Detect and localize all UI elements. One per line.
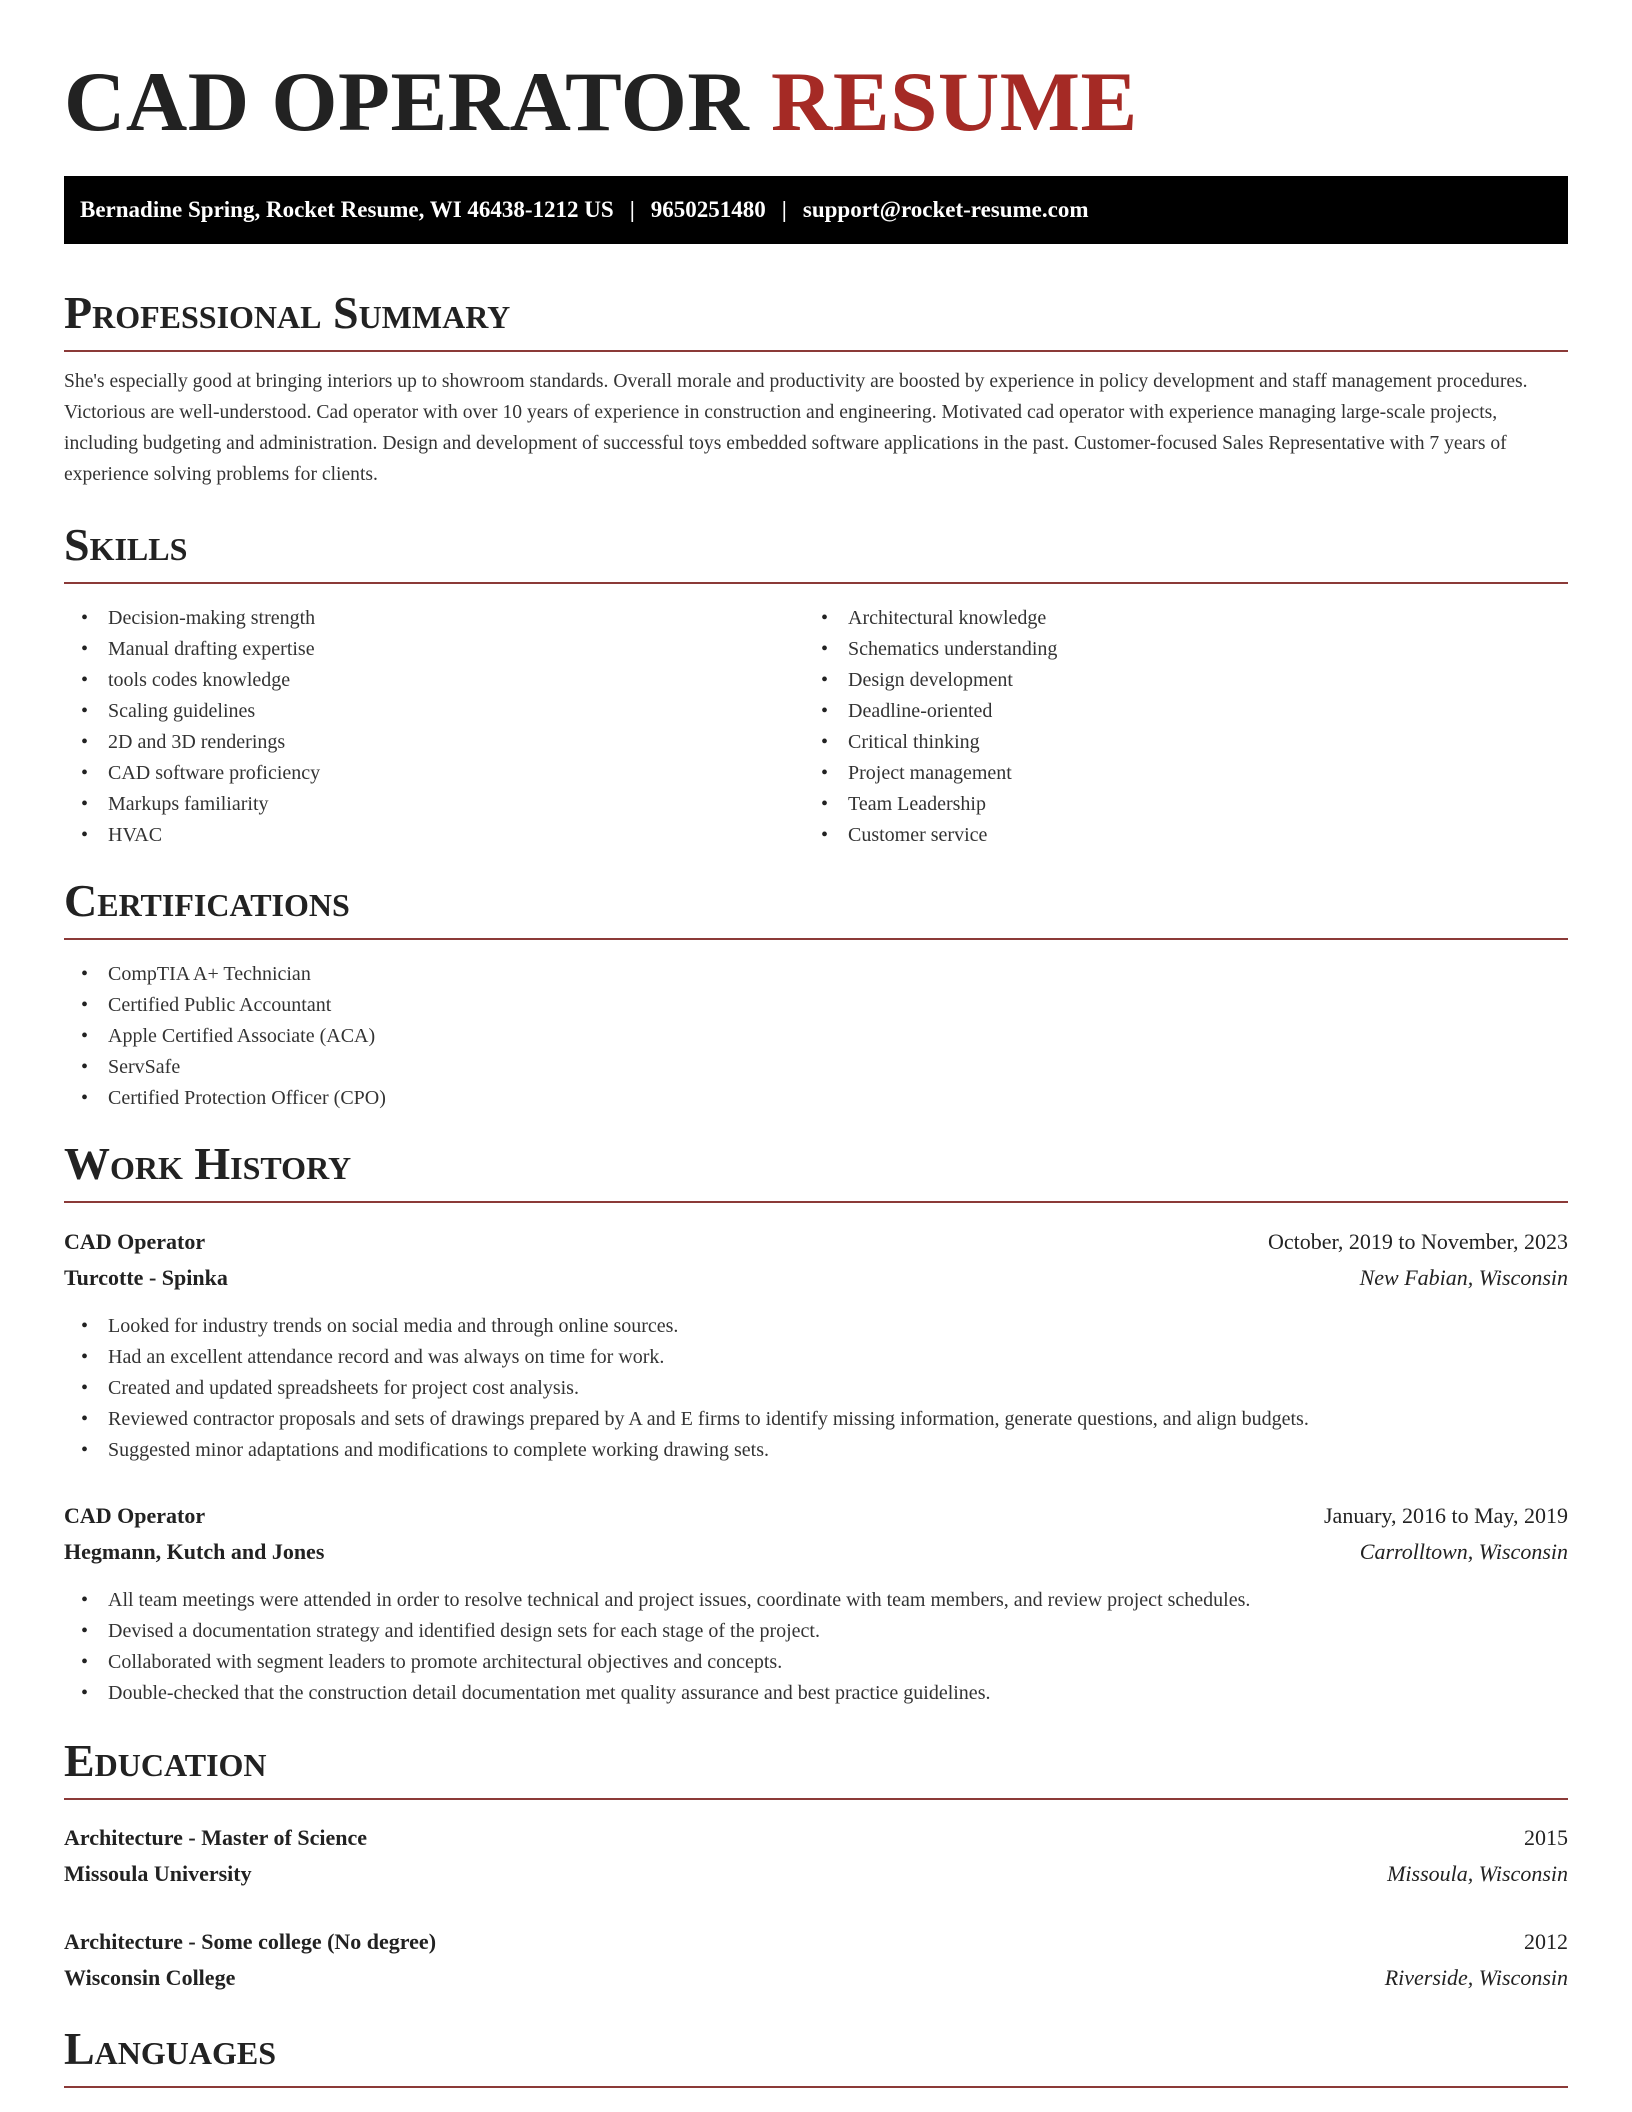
job-header [64, 1498, 1568, 1534]
job-duties-list [64, 1311, 1568, 1466]
education-degree: Architecture - Some college (No degree) [64, 1929, 437, 1954]
certification-item: • Certified Public Accountant [64, 990, 1064, 1021]
education-subheader [64, 1856, 1568, 1892]
skill-item: • Project management [804, 758, 1564, 789]
skill-item: • Schematics understanding [804, 634, 1564, 665]
job-subheader [64, 1260, 1568, 1296]
skills-list-left [64, 603, 794, 851]
job-title: CAD Operator [64, 1229, 206, 1254]
skill-item: • Manual drafting expertise [64, 634, 794, 665]
job-header [64, 1224, 1568, 1260]
contact-separator: | [781, 197, 787, 222]
job-duty-item: • All team meetings were attended in order to resolve technical and project issues, coordinate with team members, and review project schedules. [64, 1585, 1568, 1616]
skill-item: • CAD software proficiency [64, 758, 794, 789]
education-year: 2015 [1524, 1825, 1568, 1850]
skill-item: • Critical thinking [804, 727, 1564, 758]
section-heading-work-history: Work History [64, 1139, 1568, 1203]
skill-item: • Deadline-oriented [804, 696, 1564, 727]
education-year: 2012 [1524, 1929, 1568, 1954]
job-location: New Fabian, Wisconsin [1359, 1265, 1568, 1290]
section-heading-certifications: Certifications [64, 876, 1568, 940]
education-subheader [64, 1960, 1568, 1996]
job-dates: October, 2019 to November, 2023 [1267, 1229, 1568, 1254]
title-main: CAD OPERATOR [64, 55, 750, 149]
contact-email: support@rocket-resume.com [802, 197, 1089, 222]
job-duty-item: • Had an excellent attendance record and was always on time for work. [64, 1342, 1568, 1373]
job-duty-item: • Double-checked that the construction detail documentation met quality assurance and best practice guidelines. [64, 1678, 1568, 1709]
skill-item: • tools codes knowledge [64, 665, 794, 696]
skill-item: • 2D and 3D renderings [64, 727, 794, 758]
job-dates: January, 2016 to May, 2019 [1324, 1503, 1568, 1528]
certification-item: • CompTIA A+ Technician [64, 959, 1064, 990]
education-school: Missoula University [64, 1861, 252, 1886]
education-location: Missoula, Wisconsin [1387, 1861, 1568, 1886]
skill-item: • Architectural knowledge [804, 603, 1564, 634]
job-title: CAD Operator [64, 1503, 206, 1528]
certifications-list [64, 959, 1064, 1114]
job-location: Carrolltown, Wisconsin [1359, 1539, 1568, 1564]
education-header [64, 1820, 1568, 1856]
skill-item: • Team Leadership [804, 789, 1564, 820]
certification-item: • Certified Protection Officer (CPO) [64, 1083, 1064, 1114]
job-duty-item: • Created and updated spreadsheets for project cost analysis. [64, 1373, 1568, 1404]
job-duty-item: • Looked for industry trends on social media and through online sources. [64, 1311, 1568, 1342]
contact-phone: 9650251480 [650, 197, 766, 222]
education-degree: Architecture - Master of Science [64, 1825, 367, 1850]
contact-bar [64, 176, 1568, 244]
resume-title [64, 52, 1138, 152]
skill-item: • Decision-making strength [64, 603, 794, 634]
contact-address: Bernadine Spring, Rocket Resume, WI 46438-1212 US [80, 197, 614, 222]
section-heading-education: Education [64, 1736, 1568, 1800]
job-duty-item: • Devised a documentation strategy and identified design sets for each stage of the project. [64, 1616, 1568, 1647]
skills-list-right [804, 603, 1564, 851]
education-school: Wisconsin College [64, 1965, 236, 1990]
certification-item: • Apple Certified Associate (ACA) [64, 1021, 1064, 1052]
skill-item: • Design development [804, 665, 1564, 696]
title-accent: RESUME [771, 55, 1138, 149]
skill-item: • Scaling guidelines [64, 696, 794, 727]
job-duty-item: • Collaborated with segment leaders to promote architectural objectives and concepts. [64, 1647, 1568, 1678]
job-company: Turcotte - Spinka [64, 1265, 228, 1290]
certification-item: • ServSafe [64, 1052, 1064, 1083]
summary-text: She's especially good at bringing interiors up to showroom standards. Overall morale and productivity are boosted by experience in policy development and staff management procedures. Victorious are well-understood. Cad operator with over 10 years of experience in construction and engineering. Motivated cad operator with experience managing large-scale projects, including budgeting and administration. Design and development of successful toys embedded software applications in the past. Customer-focused Sales Representative with 7 years of experience solving problems for clients. [64, 371, 1528, 485]
skill-item: • HVAC [64, 820, 794, 851]
skill-item: • Customer service [804, 820, 1564, 851]
section-heading-languages: Languages [64, 2024, 1568, 2088]
job-company: Hegmann, Kutch and Jones [64, 1539, 325, 1564]
section-heading-skills: Skills [64, 520, 1568, 584]
education-location: Riverside, Wisconsin [1384, 1965, 1568, 1990]
contact-separator: | [629, 197, 635, 222]
education-header [64, 1924, 1568, 1960]
section-heading-summary: Professional Summary [64, 288, 1568, 352]
job-duties-list [64, 1585, 1568, 1709]
job-duty-item: • Reviewed contractor proposals and sets of drawings prepared by A and E firms to identify missing information, generate questions, and align budgets. [64, 1404, 1568, 1435]
job-subheader [64, 1534, 1568, 1570]
job-duty-item: • Suggested minor adaptations and modifications to complete working drawing sets. [64, 1435, 1568, 1466]
skill-item: • Markups familiarity [64, 789, 794, 820]
